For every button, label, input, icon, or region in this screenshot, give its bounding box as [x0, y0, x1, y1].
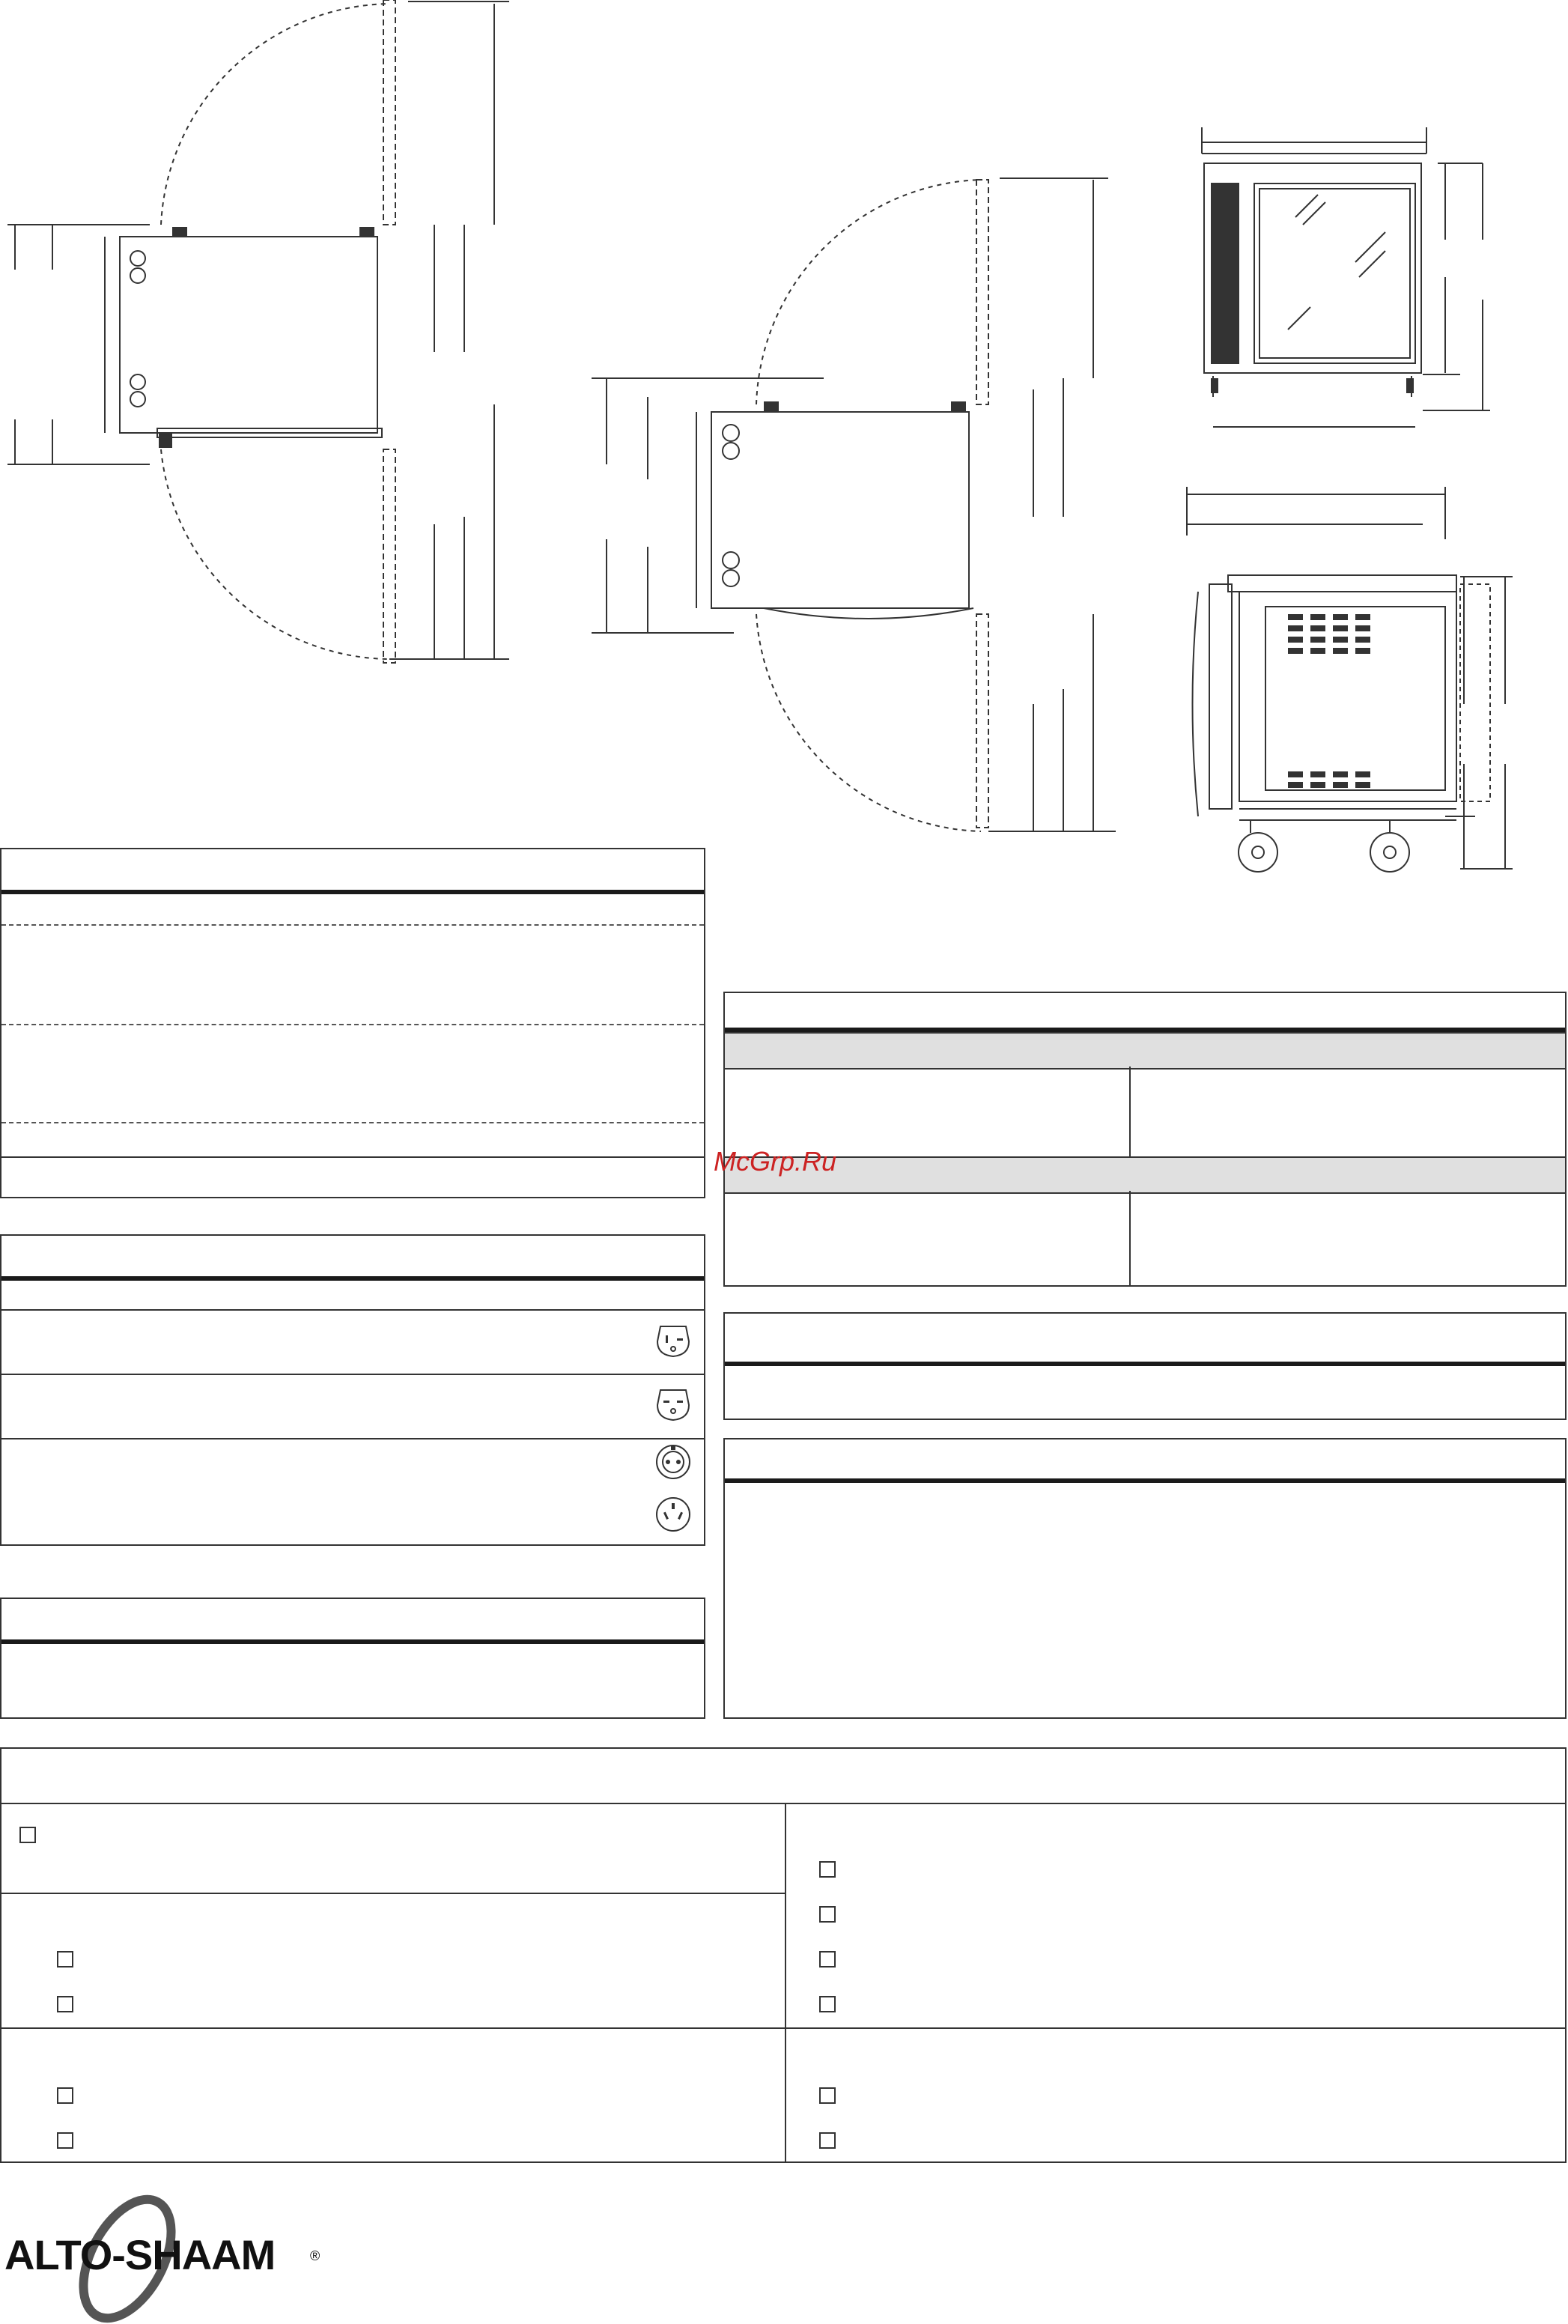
top-view-drawing-middle — [584, 165, 1138, 854]
option-checkbox[interactable] — [19, 1827, 36, 1843]
accessory-checkbox[interactable] — [819, 2132, 836, 2149]
registered-mark: ® — [310, 2248, 320, 2263]
panel-header — [1, 1236, 704, 1281]
panel-options-accessories — [0, 1747, 1567, 2163]
row-divider — [1, 1309, 704, 1311]
logo-text: ALTO-SHAAM — [4, 2231, 276, 2278]
nema-plug-icon — [654, 1322, 692, 1359]
option-checkbox[interactable] — [57, 2132, 73, 2149]
subheader-row — [725, 1032, 1565, 1070]
panel-header — [725, 1439, 1565, 1483]
panel-header — [1, 849, 704, 894]
row-divider — [1, 1156, 704, 1158]
row-divider — [1, 1893, 785, 1894]
schuko-plug-icon — [654, 1443, 692, 1481]
nema-plug-icon — [654, 1386, 692, 1423]
side-view-drawing — [1176, 479, 1565, 884]
panel-clearances — [723, 992, 1567, 1287]
subheader-row — [725, 1156, 1565, 1194]
row-divider — [1, 1374, 704, 1375]
watermark: McGrp.Ru — [714, 1146, 837, 1177]
accessory-checkbox[interactable] — [819, 1906, 836, 1923]
panel-header — [1, 1599, 704, 1644]
panel-heat-of-rejection — [0, 1598, 705, 1719]
panel-weight — [723, 1312, 1567, 1420]
front-view-drawing — [1168, 112, 1565, 442]
panel-header — [725, 1314, 1565, 1366]
column-divider — [1129, 1191, 1131, 1285]
row-divider — [1, 2027, 1565, 2029]
panel-specifications — [723, 1438, 1567, 1719]
accessory-checkbox[interactable] — [819, 1996, 836, 2012]
panel-header — [725, 993, 1565, 1032]
option-checkbox[interactable] — [57, 1951, 73, 1967]
brand-logo — [0, 2194, 344, 2324]
accessory-checkbox[interactable] — [819, 1861, 836, 1878]
row-divider — [1, 1122, 704, 1123]
option-checkbox[interactable] — [57, 1996, 73, 2012]
panel-electrical — [0, 1234, 705, 1546]
panel-dimensions — [0, 848, 705, 1198]
round-plug-icon — [654, 1496, 692, 1533]
row-divider — [1, 1024, 704, 1025]
accessory-checkbox[interactable] — [819, 1951, 836, 1967]
accessory-checkbox[interactable] — [819, 2087, 836, 2104]
option-checkbox[interactable] — [57, 2087, 73, 2104]
row-divider — [1, 1438, 704, 1439]
row-divider — [1, 924, 704, 926]
column-divider — [1129, 1067, 1131, 1156]
row-divider — [1, 1803, 1565, 1804]
column-divider — [785, 1803, 786, 2162]
top-view-drawing-left — [0, 0, 539, 674]
